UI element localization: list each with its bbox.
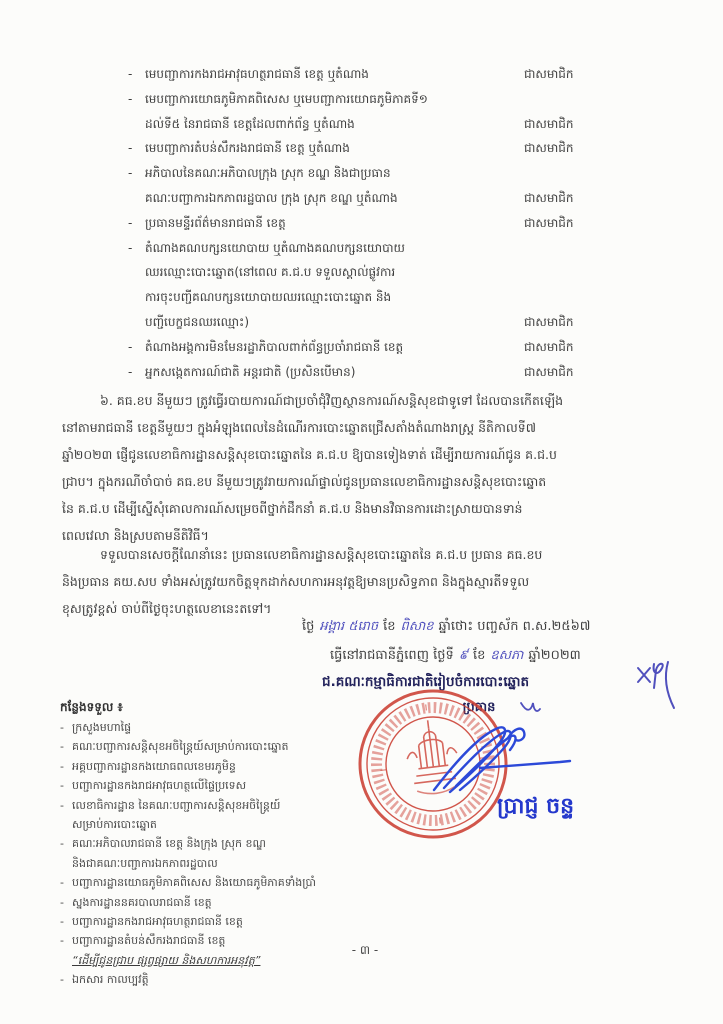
recipient-row	[60, 873, 365, 892]
member-title: មេបញ្ជាការកងរាជអាវុធហត្ថរាជធានី ខេត្ត ឬតំណាង	[145, 67, 369, 81]
closing-line: ទទួលបានសេចក្ដីណែនាំនេះ ប្រធានលេខាធិការដ្ឋានសន្តិសុខបោះឆ្នោតនៃ គ.ជ.ប ប្រធាន គធ.ខប	[100, 547, 543, 562]
bullet-dash: -	[60, 895, 64, 909]
paragraph-6-line: នៅតាមរាជធានី ខេត្តនីមួយៗ ក្នុងអំឡុងពេលនៃដំណើរការបោះឆ្នោតជ្រើសតាំងតំណាងរាស្ត្រ នីតិកាលទី៧	[62, 420, 536, 435]
member-row	[128, 335, 606, 360]
bullet-dash: -	[128, 215, 133, 230]
member-row	[128, 62, 606, 87]
recipient-row	[60, 970, 365, 989]
recipient-row	[60, 796, 365, 815]
bullet-dash: -	[60, 740, 64, 754]
bullet-dash	[128, 310, 145, 335]
member-role	[524, 236, 606, 261]
bullet-dash	[60, 854, 72, 873]
note-text: “ដើម្បីជូនជ្រាប ផ្សព្វផ្សាយ និងសហការអនុវត្ត”	[72, 953, 261, 967]
member-role: ជាសមាជិក	[524, 67, 574, 81]
member-role: ជាសមាជិក	[524, 116, 574, 131]
paragraph-6-line: ជ្រាប។ ក្នុងករណីចាំបាច់ គធ.ខប នីមួយៗត្រូវរាយការណ៍ផ្ទាល់ជូនប្រធានលេខាធិការដ្ឋានសន្តិសុខបោះឆ្នោត	[62, 474, 547, 489]
bullet-dash: -	[60, 721, 64, 734]
member-role: ជាសមាជិក	[524, 339, 574, 354]
recipient-name: គណៈបញ្ជាការសន្តិសុខអចិន្ត្រៃយ៍សម្រាប់ការបោះឆ្នោត	[72, 740, 289, 754]
member-title: បញ្ជីបេក្ខជនឈរឈ្មោះ)	[145, 314, 249, 329]
handwritten-lunar-month: ពិសាខ	[400, 619, 434, 634]
bullet-dash: -	[128, 339, 133, 354]
date-printed: ថ្ងៃ	[302, 619, 315, 634]
recipient-row	[60, 893, 365, 912]
member-row	[128, 161, 606, 186]
member-title: អភិបាលនៃគណៈអភិបាលក្រុង ស្រុក ខណ្ឌ និងជាប្រធាន	[145, 166, 391, 181]
recipient-name: បញ្ជាការដ្ឋានតំបន់សឹករងរាជធានី ខេត្ត	[72, 934, 226, 948]
member-title: ប្រធានមន្ទីរព័ត៌មានរាជធានី ខេត្ត	[145, 215, 286, 230]
member-role: ជាសមាជិក	[524, 190, 574, 205]
bullet-dash: -	[60, 759, 64, 773]
member-title: មេបញ្ជាការតំបន់សឹករងរាជធានី ខេត្ត ឬតំណាង	[145, 141, 350, 156]
page-number: - ៣ -	[351, 943, 379, 957]
recipient-row	[60, 834, 365, 853]
bullet-dash: -	[60, 934, 64, 948]
bullet-dash	[128, 112, 145, 137]
bullet-dash: -	[128, 166, 133, 181]
bullet-dash	[60, 815, 72, 834]
bullet-dash: -	[128, 141, 133, 156]
recipient-row-continuation	[60, 854, 365, 873]
bullet-dash: -	[60, 798, 64, 812]
member-row	[128, 360, 606, 385]
member-title: ការចុះបញ្ជីគណបក្សនយោបាយឈរឈ្មោះបោះឆ្នោត និង	[145, 290, 392, 305]
recipient-row	[60, 912, 365, 931]
date-printed: ខែ	[473, 648, 486, 663]
member-title: តំណាងគណបក្សនយោបាយ ឬតំណាងគណបក្សនយោបាយ	[145, 240, 405, 255]
bullet-dash: -	[60, 876, 64, 890]
recipients-header: កន្លែងទទួល ៖	[60, 700, 123, 714]
member-title: គណៈបញ្ជាការឯកភាពរដ្ឋបាល ក្រុង ស្រុក ខណ្ឌ ឬតំណាង	[145, 190, 398, 205]
bullet-dash: -	[60, 837, 64, 851]
handwritten-weekday-lunar-day: អង្គារ ៥រោច	[319, 619, 379, 634]
member-role: ជាសមាជិក	[524, 141, 574, 156]
member-role: ជាសមាជិក	[524, 215, 574, 230]
recipient-row	[60, 776, 365, 795]
paragraph-6-line: ៦. គធ.ខប នីមួយៗ ត្រូវធ្វើរបាយការណ៍ជាប្រចាំជុំវិញស្ថានការណ៍សន្តិសុខជាទូទៅ ដែលបានកើតឡើង	[100, 393, 564, 408]
recipient-row	[60, 757, 365, 776]
recipient-name: ស្នងការដ្ឋាននគរបាលរាជធានី ខេត្ត	[72, 895, 212, 909]
member-row	[128, 285, 606, 310]
closing-line: និងប្រធាន គយ.សប ទាំងអស់ត្រូវយកចិត្តទុកដាក់សហការអនុវត្តឱ្យមានប្រសិទ្ធភាព និងក្នុងស្មារតីទទួល	[62, 574, 530, 589]
bullet-dash: -	[60, 779, 64, 793]
recipient-row	[60, 737, 365, 756]
member-row	[128, 211, 606, 236]
chairman-title: ប្រធាន	[462, 700, 496, 715]
recipient-name: បញ្ជាការដ្ឋានកងរាជអាវុធហត្ថលើផ្ទៃប្រទេស	[72, 779, 247, 793]
bullet-dash	[128, 260, 145, 285]
recipient-name: គណៈអភិបាលរាជធានី ខេត្ត និងក្រុង ស្រុក ខណ្ឌ	[72, 837, 266, 851]
bullet-dash: -	[128, 91, 133, 106]
recipient-row-continuation	[60, 815, 365, 834]
member-title: ដល់ទី៥ នៃរាជធានី ខេត្តដែលពាក់ព័ន្ធ ឬតំណាង	[145, 116, 355, 131]
member-row	[128, 236, 606, 261]
date-printed: ឆ្នាំថោះ បញ្ចស័ក ព.ស.២៥៦៧	[438, 619, 591, 634]
member-title: មេបញ្ជាការយោធភូមិភាគពិសេស ឬមេបញ្ជាការយោធភូមិភាគទី១	[145, 91, 428, 106]
recipient-name: លេខាធិការដ្ឋាន នៃគណៈបញ្ជាការសន្តិសុខអចិន្ត្រៃយ៍	[72, 798, 281, 812]
issuing-authority-line: ជ.គណៈកម្មាធិការជាតិរៀបចំការបោះឆ្នោត	[322, 674, 530, 690]
member-role: ជាសមាជិក	[524, 364, 574, 379]
bullet-dash	[128, 285, 145, 310]
closing-line: ខុសត្រូវខ្ពស់ ចាប់ពីថ្ងៃចុះហត្ថលេខានេះតទៅ។	[62, 601, 272, 616]
recipient-name: បញ្ជាការដ្ឋានយោធភូមិភាគពិសេស និងយោធភូមិភាគទាំងប្រាំ	[72, 876, 316, 890]
member-row	[128, 87, 606, 112]
member-title: តំណាងអង្គការមិនមែនរដ្ឋាភិបាលពាក់ព័ន្ធប្រចាំរាជធានី ខេត្ត	[145, 339, 404, 354]
recipient-name: ក្រសួងមហាផ្ទៃ	[72, 721, 132, 734]
bullet-dash: -	[60, 973, 64, 987]
member-row	[128, 310, 606, 335]
signer-name: ប្រាជ្ញ ចន្ទ	[497, 794, 575, 819]
recipient-name: បញ្ជាការដ្ឋានកងរាជអាវុធហត្ថរាជធានី ខេត្ត	[72, 914, 243, 928]
paragraph-6	[62, 387, 663, 549]
member-title: ឈរឈ្មោះបោះឆ្នោត(នៅពេល គ.ជ.ប ទទួលស្គាល់ផ្លូវការ	[145, 265, 396, 280]
member-row	[128, 112, 606, 137]
bullet-dash: -	[128, 364, 133, 379]
committee-member-list	[128, 62, 606, 384]
member-role: ជាសមាជិក	[524, 314, 574, 329]
date-printed: ធ្វើនៅរាជធានីភ្នំពេញ ថ្ងៃទី	[330, 648, 454, 663]
recipient-name: សម្រាប់ការបោះឆ្នោត	[72, 817, 157, 831]
handwritten-initial-mark	[634, 658, 682, 710]
member-title: អ្នកសង្កេតការណ៍ជាតិ អន្តរជាតិ (ប្រសិនបើមាន)	[145, 364, 356, 379]
recipient-name: និងជាគណៈបញ្ជាការឯកភាពរដ្ឋបាល	[72, 856, 218, 870]
bullet-dash	[128, 186, 145, 211]
recipient-row	[60, 718, 365, 737]
date-printed: ខែ	[383, 619, 396, 634]
member-row	[128, 136, 606, 161]
paragraph-6-line: ពេលវេលា និងស្របតាមនីតិវិធី។	[62, 528, 209, 543]
member-role	[524, 87, 606, 112]
bullet-dash: -	[128, 240, 133, 255]
member-row	[128, 186, 606, 211]
closing-paragraph	[62, 541, 663, 622]
paragraph-6-line: ឆ្នាំ២០២៣ ផ្ញើជូនលេខាធិការដ្ឋានសន្តិសុខបោះឆ្នោតនៃ គ.ជ.ប ឱ្យបានទៀងទាត់ ដើម្បីរាយការណ៍ជូន គ.ជ.ប	[62, 447, 557, 462]
handwritten-day-number: ៩	[458, 648, 469, 663]
bullet-dash: -	[128, 67, 133, 81]
lunar-date-line	[288, 612, 700, 641]
date-printed: ឆ្នាំ២០២៣	[528, 648, 581, 663]
member-role	[524, 285, 606, 310]
bullet-dash	[60, 951, 72, 970]
member-row	[128, 260, 606, 285]
handwritten-month: ឧសភា	[490, 648, 524, 663]
recipient-name: អគ្គបញ្ជាការដ្ឋានកងយោធពលខេមរភូមិន្ទ	[72, 759, 236, 773]
member-role	[524, 260, 606, 285]
bullet-dash: -	[60, 914, 64, 928]
member-role	[524, 161, 606, 186]
recipient-name: ឯកសារ កាលប្បវត្តិ	[72, 973, 149, 987]
paragraph-6-line: នៃ គ.ជ.ប ដើម្បីស្នើសុំគោលការណ៍សម្រេចពីថ្នាក់ដឹកនាំ គ.ជ.ប និងមានវិធានការដោះស្រាយបានទាន់	[62, 501, 523, 516]
